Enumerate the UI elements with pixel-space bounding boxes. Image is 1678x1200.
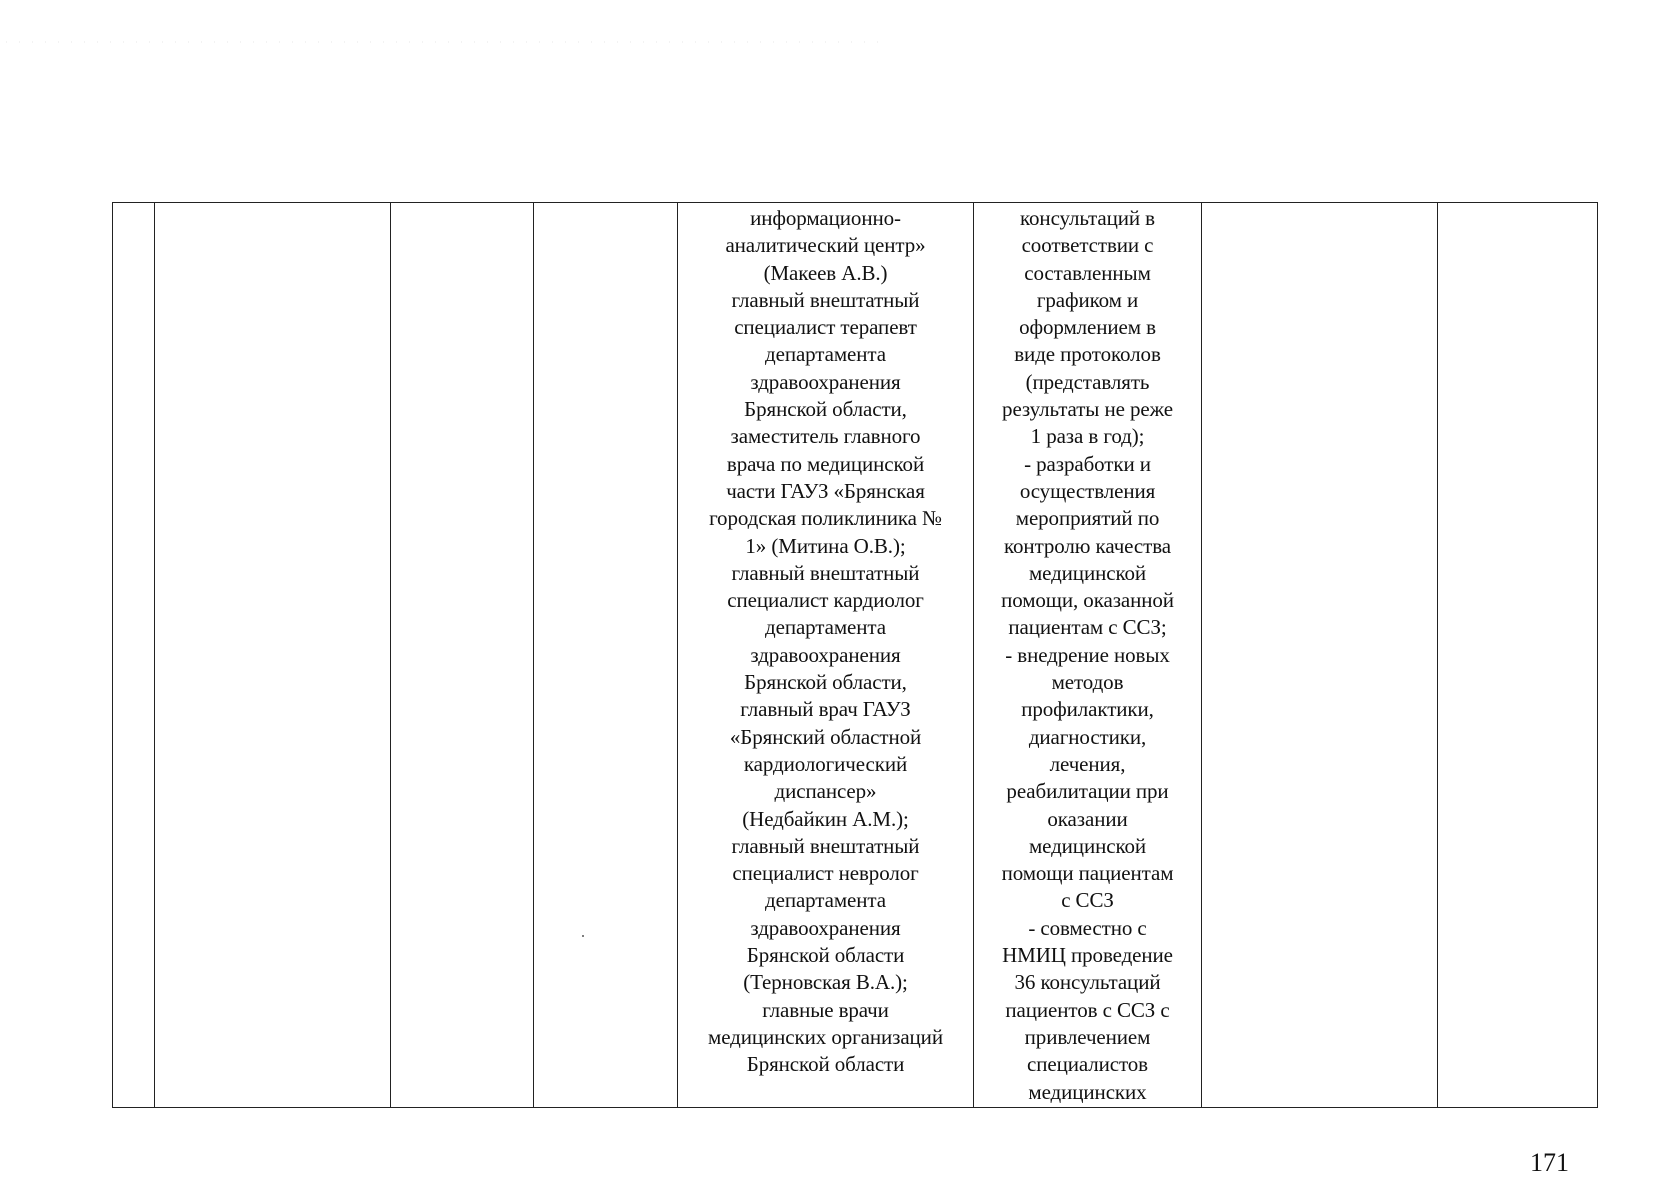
activities-text: консультаций в соответствии с составленным графиком и оформлением в виде протоколов (представлять результаты не реже 1 раза в год); - разработки и осуществления мероприятий по контролю качества медицинской помощи, оказанной пациентам с ССЗ; - внедрение новых методов профилактики, диагностики, лечения, реабилитации при оказании медицинской помощи пациентам с ССЗ - совместно с НМИЦ проведение 36 консультаций пациентов с ССЗ с привлечением специалистов медицинских [1001,206,1174,1104]
scan-speck [582,935,584,937]
scan-noise [0,38,880,46]
table [112,202,1598,1108]
responsible-persons-text: информационно- аналитический центр» (Макеев А.В.) главный внештатный специалист терапевт департамента здравоохранения Брянской области, заместитель главного врача по медицинской части ГАУЗ «Брянская городская поликлиника № 1» (Митина О.В.); главный внештатный специалист кардиолог департамента здравоохранения Брянской области, главный врач ГАУЗ «Брянский областной кардиологический диспансер» (Недбайкин А.М.); главный внештатный специалист невролог департамента здравоохранения Брянской области (Терновская В.А.); главные врачи медицинских организаций Брянской области [708,206,943,1077]
table-column-8 [1438,203,1596,1107]
table-column-6 [974,203,1202,1107]
table-column-4 [534,203,678,1107]
table-column-2 [155,203,391,1107]
table-column-5 [678,203,974,1107]
table-column-1 [113,203,155,1107]
table-column-7 [1202,203,1438,1107]
page-number: 171 [1530,1148,1569,1177]
table-column-3 [391,203,534,1107]
